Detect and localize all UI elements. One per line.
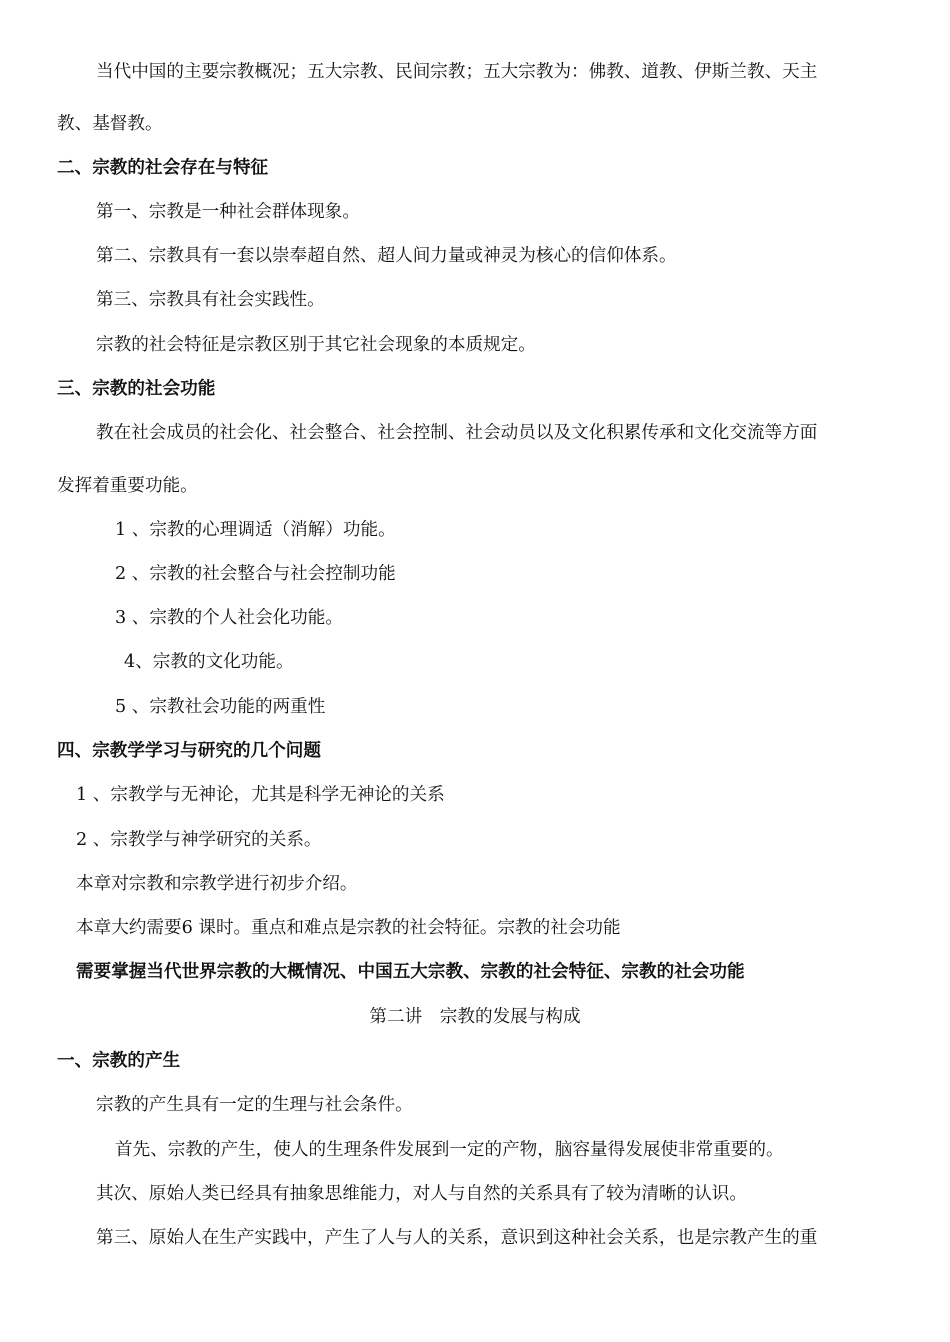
section-heading: 四、宗教学学习与研究的几个问题 [57, 741, 321, 761]
list-item: 4、宗教的文化功能。 [124, 652, 294, 672]
list-item: 2 、宗教学与神学研究的关系。 [76, 830, 322, 850]
section-heading: 二、宗教的社会存在与特征 [57, 158, 269, 178]
paragraph-line: 当代中国的主要宗教概况；五大宗教、民间宗教；五大宗教为：佛教、道教、伊斯兰教、天主 [96, 62, 818, 82]
paragraph-line: 首先、宗教的产生，使人的生理条件发展到一定的产物，脑容量得发展使非常重要的。 [115, 1140, 784, 1160]
paragraph-line: 第二、宗教具有一套以崇奉超自然、超人间力量或神灵为核心的信仰体系。 [96, 246, 677, 266]
list-item: 1 、宗教的心理调适（消解）功能。 [115, 520, 396, 540]
paragraph-line: 发挥着重要功能。 [57, 476, 198, 496]
paragraph-line: 第一、宗教是一种社会群体现象。 [96, 202, 360, 222]
paragraph-line: 宗教的产生具有一定的生理与社会条件。 [96, 1095, 413, 1115]
list-item: 5 、宗教社会功能的两重性 [115, 697, 326, 717]
emphasis-line: 需要掌握当代世界宗教的大概情况、中国五大宗教、宗教的社会特征、宗教的社会功能 [76, 962, 745, 982]
paragraph-line: 本章对宗教和宗教学进行初步介绍。 [76, 874, 358, 894]
section-heading: 三、宗教的社会功能 [57, 379, 216, 399]
paragraph-line: 第三、宗教具有社会实践性。 [96, 290, 325, 310]
list-item: 1 、宗教学与无神论，尤其是科学无神论的关系 [76, 785, 445, 805]
paragraph-line: 宗教的社会特征是宗教区别于其它社会现象的本质规定。 [96, 335, 536, 355]
list-item: 3 、宗教的个人社会化功能。 [115, 608, 343, 628]
paragraph-line: 第三、原始人在生产实践中，产生了人与人的关系，意识到这种社会关系，也是宗教产生的重 [96, 1228, 818, 1248]
paragraph-line: 其次、原始人类已经具有抽象思维能力，对人与自然的关系具有了较为清晰的认识。 [96, 1184, 747, 1204]
section-heading: 一、宗教的产生 [57, 1051, 181, 1071]
paragraph-line: 教在社会成员的社会化、社会整合、社会控制、社会动员以及文化积累传承和文化交流等方面 [96, 423, 818, 443]
paragraph-line: 教、基督教。 [57, 114, 163, 134]
paragraph-line: 本章大约需要6 课时。重点和难点是宗教的社会特征。宗教的社会功能 [76, 918, 621, 938]
list-item: 2 、宗教的社会整合与社会控制功能 [115, 564, 396, 584]
lecture-title: 第二讲 宗教的发展与构成 [369, 1007, 581, 1027]
